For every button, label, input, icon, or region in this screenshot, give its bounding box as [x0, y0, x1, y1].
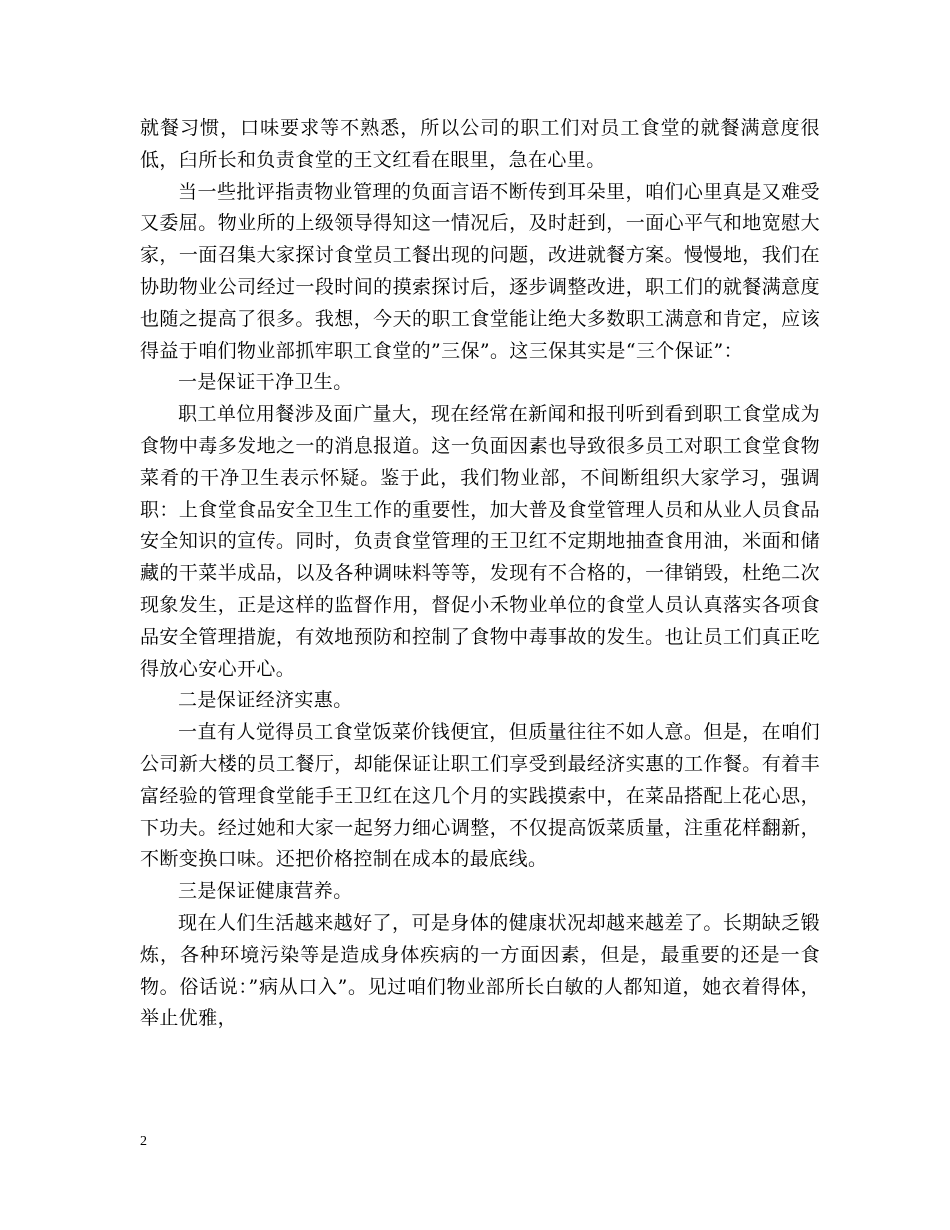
paragraph-4: 职工单位用餐涉及面广量大，现在经常在新闻和报刊听到看到职工食堂成为食物中毒多发地之一的消息报道。这一负面因素也导致很多员工对职工食堂食物菜肴的干净卫生表示怀疑。鉴于此，我们物业部，不间断组织大家学习，强调职：上食堂食品安全卫生工作的重要性，加大普及食堂管理人员和从业人员食品安全知识的宣传。同时，负责食堂管理的王卫红不定期地抽查食用油，米面和储藏的干菜半成品，以及各种调味料等等，发现有不合格的，一律销毁，杜绝二次现象发生，正是这样的监督作用，督促小禾物业单位的食堂人员认真落实各项食品安全管理措旎，有效地预防和控制了食物中毒事故的发生。也让员工们真正吃得放心安心开心。	[140, 403, 820, 680]
paragraph-8: 现在人们生活越来越好了，可是身体的健康状况却越来越差了。长期缺乏锻炼，各种环境污染等是造成身体疾病的一方面因素，但是，最重要的还是一食物。俗话说：”病从口入”。见过咱们物业部所长白敏的人都知道，她衣着得体，举止优雅，	[140, 911, 820, 1030]
paragraph-2: 当一些批评指责物业管理的负面言语不断传到耳朵里，咱们心里真是又难受又委屈。物业所的上级领导得知这一情况后，及时赶到，一面心平气和地宽慰大家，一面召集大家探讨食堂员工餐出现的问题，改进就餐方案。慢慢地，我们在协助物业公司经过一段时间的摸索探讨后，逐步调整改进，职工们的就餐满意度也随之提高了很多。我想，今天的职工食堂能让绝大多数职工满意和肯定，应该得益于咱们物业部抓牢职工食堂的”三保”。这三保其实是“三个保证”：	[140, 180, 820, 362]
paragraph-3-heading: 一是保证干净卫生。	[178, 371, 353, 394]
paragraph-1: 就餐习惯，口味要求等不熟悉，所以公司的职工们对员工食堂的就餐满意度很低，臼所长和负责食堂的王文红看在眼里，急在心里。	[140, 117, 820, 171]
paragraph-6: 一直有人觉得员工食堂饭菜价钱便宜，但质量往往不如人意。但是，在咱们公司新大楼的员工餐厅，却能保证让职工们享受到最经济实惠的工作餐。有着丰富经验的管理食堂能手王卫红在这几个月的实践摸索中，在菜品搭配上花心思，下功夫。经过她和大家一起努力细心调整，不仅提高饭菜质量，注重花样翻新，不断变换口味。还把价格控制在成本的最底线。	[140, 721, 820, 871]
document-body	[140, 113, 820, 1035]
paragraph-7-heading: 三是保证健康营养。	[178, 880, 353, 903]
paragraph-5-heading: 二是保证经济实惠。	[178, 689, 353, 712]
page-number: 2	[140, 1134, 147, 1149]
